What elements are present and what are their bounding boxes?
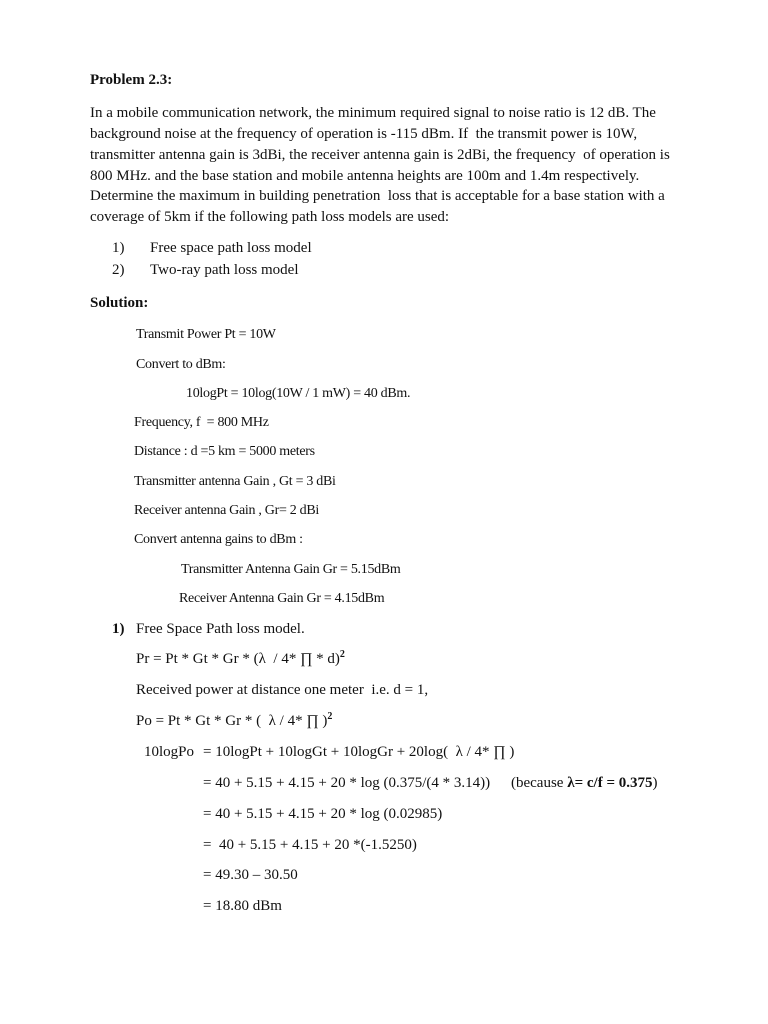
frequency-line: Frequency, f = 800 MHz — [134, 415, 269, 430]
section-number: 1) — [112, 621, 125, 637]
log-po-label: 10logPo — [144, 744, 195, 760]
convert-gains-line: Convert antenna gains to dBm : — [134, 532, 303, 547]
section-title: Free Space Path loss model. — [136, 621, 305, 637]
tx-gain-line: Transmitter antenna Gain , Gt = 3 dBi — [134, 474, 336, 489]
pr-formula-text: Pr = Pt * Gt * Gr * (λ / 4* ∏ * d) — [136, 651, 340, 667]
problem-text-line: background noise at the frequency of operation is -115 dBm. If the transmit power is 10W, — [90, 126, 638, 142]
problem-text-line: In a mobile communication network, the minimum required signal to noise ratio is 12 dB. The — [90, 105, 656, 121]
po-formula-text: Po = Pt * Gt * Gr * ( λ / 4* ∏ ) — [136, 713, 328, 729]
because-note — [511, 773, 658, 793]
po-exponent: 2 — [327, 711, 333, 722]
problem-text-line: transmitter antenna gain is 3dBi, the receiver antenna gain is 2dBi, the frequency of operation is — [90, 147, 670, 163]
solution-heading: Solution: — [90, 295, 149, 311]
log-pt-line: 10logPt = 10log(10W / 1 mW) = 40 dBm. — [186, 386, 411, 401]
calc-step: = 40 + 5.15 + 4.15 + 20 * log (0.375/(4 * 3.14)) — [203, 775, 491, 791]
calc-result: = 18.80 dBm — [203, 898, 282, 914]
because-suffix: ) — [652, 775, 658, 791]
pr-formula — [136, 649, 345, 669]
model-list-number: 1) — [112, 240, 125, 256]
model-list-item: Free space path loss model — [150, 240, 312, 256]
model-list-item: Two-ray path loss model — [150, 262, 299, 278]
wavelength-value: λ= c/f = 0.375 — [567, 775, 653, 791]
calc-step: = 40 + 5.15 + 4.15 + 20 * log (0.02985) — [203, 806, 443, 822]
tx-gain-dbm-line: Transmitter Antenna Gain Gr = 5.15dBm — [181, 562, 401, 577]
problem-text-line: 800 MHz. and the base station and mobile antenna heights are 100m and 1.4m respectively. — [90, 168, 640, 184]
rx-gain-line: Receiver antenna Gain , Gr= 2 dBi — [134, 503, 319, 518]
model-list-number: 2) — [112, 262, 125, 278]
problem-text-line: Determine the maximum in building penetration loss that is acceptable for a base station with a — [90, 188, 665, 204]
calc-step: = 40 + 5.15 + 4.15 + 20 *(-1.5250) — [203, 837, 417, 853]
po-formula — [136, 711, 332, 731]
transmit-power-line: Transmit Power Pt = 10W — [136, 327, 276, 342]
because-prefix: (because — [511, 775, 568, 791]
problem-text-line: coverage of 5km if the following path loss models are used: — [90, 209, 450, 225]
log-po-expansion: = 10logPt + 10logGt + 10logGr + 20log( λ / 4* ∏ ) — [203, 744, 515, 760]
received-power-line: Received power at distance one meter i.e. d = 1, — [136, 682, 429, 698]
calc-step: = 49.30 – 30.50 — [203, 867, 298, 883]
rx-gain-dbm-line: Receiver Antenna Gain Gr = 4.15dBm — [179, 591, 385, 606]
problem-title: Problem 2.3: — [90, 72, 173, 88]
pr-exponent: 2 — [339, 649, 345, 660]
distance-line: Distance : d =5 km = 5000 meters — [134, 444, 315, 459]
convert-dbm-line: Convert to dBm: — [136, 357, 226, 372]
